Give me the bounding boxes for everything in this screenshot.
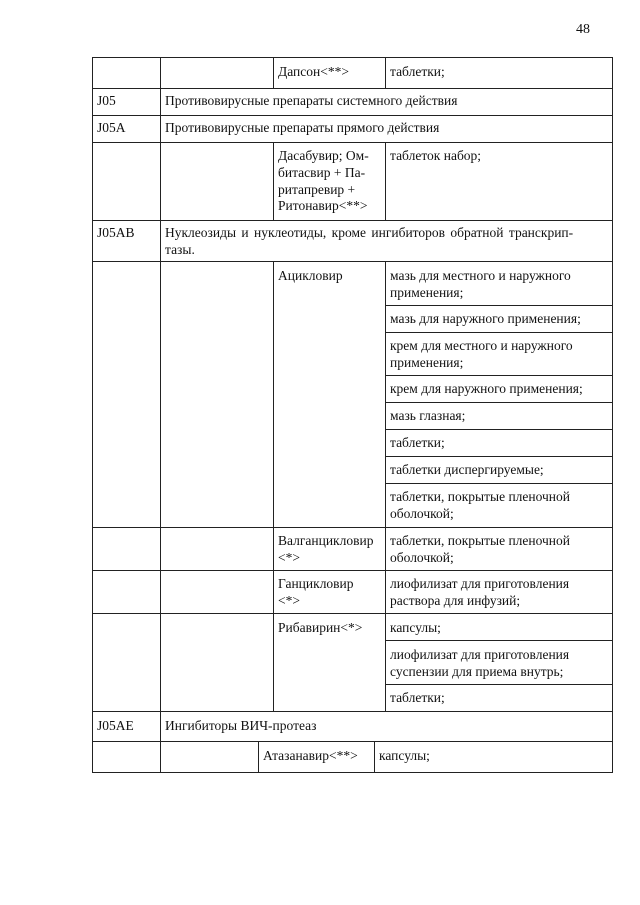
drug-name-line: ритапревир + bbox=[278, 182, 356, 197]
group-title-line: Нуклеозиды и нуклеотиды, кроме ингибиторов обратной транскрип- bbox=[165, 225, 574, 240]
table-rule bbox=[273, 142, 274, 220]
dosage-form-line: суспензии для приема внутрь; bbox=[390, 664, 564, 679]
group-title: Противовирусные препараты прямого действия bbox=[165, 120, 440, 135]
table-rule bbox=[160, 57, 161, 773]
atc-code: J05A bbox=[97, 120, 126, 135]
dosage-form-line: применения; bbox=[390, 285, 464, 300]
dosage-form: таблеток набор; bbox=[390, 148, 482, 163]
table-rule bbox=[612, 57, 613, 773]
table-rule bbox=[92, 142, 613, 143]
dosage-form-line: лиофилизат для приготовления bbox=[390, 647, 570, 662]
dosage-form: крем для наружного применения; bbox=[390, 381, 583, 396]
atc-code: J05AB bbox=[97, 225, 135, 240]
table-rule bbox=[92, 261, 613, 262]
dosage-form-line: лиофилизат для приготовления bbox=[390, 576, 570, 591]
table-rule bbox=[385, 429, 613, 430]
table-rule bbox=[92, 115, 613, 116]
dosage-form-line: крем для местного и наружного bbox=[390, 338, 573, 353]
table-rule bbox=[92, 741, 613, 742]
table-rule bbox=[92, 613, 613, 614]
table-rule bbox=[385, 684, 613, 685]
atc-code: J05 bbox=[97, 93, 116, 108]
drug-name-line: <*> bbox=[278, 593, 300, 608]
table-rule bbox=[273, 261, 274, 711]
dosage-form-line: таблетки, покрытые пленочной bbox=[390, 533, 571, 548]
drug-name: Рибавирин<*> bbox=[278, 620, 363, 635]
dosage-form-line: мазь для местного и наружного bbox=[390, 268, 571, 283]
group-title-line: тазы. bbox=[165, 242, 195, 257]
dosage-form: мазь глазная; bbox=[390, 408, 466, 423]
drug-name: Дапсон<**> bbox=[278, 64, 349, 79]
table-rule bbox=[258, 741, 259, 772]
drug-name-line: Валганцикловир bbox=[278, 533, 374, 548]
drug-name-line: Дасабувир; Ом- bbox=[278, 148, 369, 163]
table-rule bbox=[385, 483, 613, 484]
table-rule bbox=[385, 640, 613, 641]
dosage-form: мазь для наружного применения; bbox=[390, 311, 581, 326]
table-rule bbox=[92, 220, 613, 221]
table-rule bbox=[385, 375, 613, 376]
table-rule bbox=[385, 305, 613, 306]
table-rule bbox=[92, 57, 93, 773]
dosage-form-line: оболочкой; bbox=[390, 506, 454, 521]
drug-name-line: Ритонавир<**> bbox=[278, 198, 368, 213]
table-rule bbox=[92, 88, 613, 89]
table-rule bbox=[92, 527, 613, 528]
table-rule bbox=[385, 456, 613, 457]
table-rule bbox=[385, 261, 386, 711]
drug-name-line: битасвир + Па- bbox=[278, 165, 366, 180]
table-rule bbox=[273, 57, 274, 88]
drug-name-line: Ганцикловир bbox=[278, 576, 354, 591]
table-rule bbox=[92, 57, 613, 58]
table-rule bbox=[385, 402, 613, 403]
group-title: Ингибиторы ВИЧ-протеаз bbox=[165, 718, 317, 733]
dosage-form: таблетки; bbox=[390, 435, 445, 450]
atc-code: J05AE bbox=[97, 718, 134, 733]
table-rule bbox=[385, 142, 386, 220]
drug-name-line: <*> bbox=[278, 550, 300, 565]
table-rule bbox=[92, 570, 613, 571]
drug-name: Атазанавир<**> bbox=[263, 748, 358, 763]
dosage-form-line: применения; bbox=[390, 355, 464, 370]
table-rule bbox=[385, 332, 613, 333]
table-rule bbox=[385, 57, 386, 88]
dosage-form-line: таблетки, покрытые пленочной bbox=[390, 489, 571, 504]
dosage-form: таблетки; bbox=[390, 64, 445, 79]
dosage-form-line: раствора для инфузий; bbox=[390, 593, 521, 608]
table-rule bbox=[374, 741, 375, 772]
table-rule bbox=[92, 711, 613, 712]
dosage-form: таблетки; bbox=[390, 690, 445, 705]
dosage-form: капсулы; bbox=[379, 748, 430, 763]
dosage-form: таблетки диспергируемые; bbox=[390, 462, 544, 477]
group-title: Противовирусные препараты системного действия bbox=[165, 93, 458, 108]
dosage-form-line: оболочкой; bbox=[390, 550, 454, 565]
drug-name: Ацикловир bbox=[278, 268, 343, 283]
table-rule bbox=[92, 772, 613, 773]
page-number: 48 bbox=[576, 22, 590, 37]
dosage-form: капсулы; bbox=[390, 620, 441, 635]
